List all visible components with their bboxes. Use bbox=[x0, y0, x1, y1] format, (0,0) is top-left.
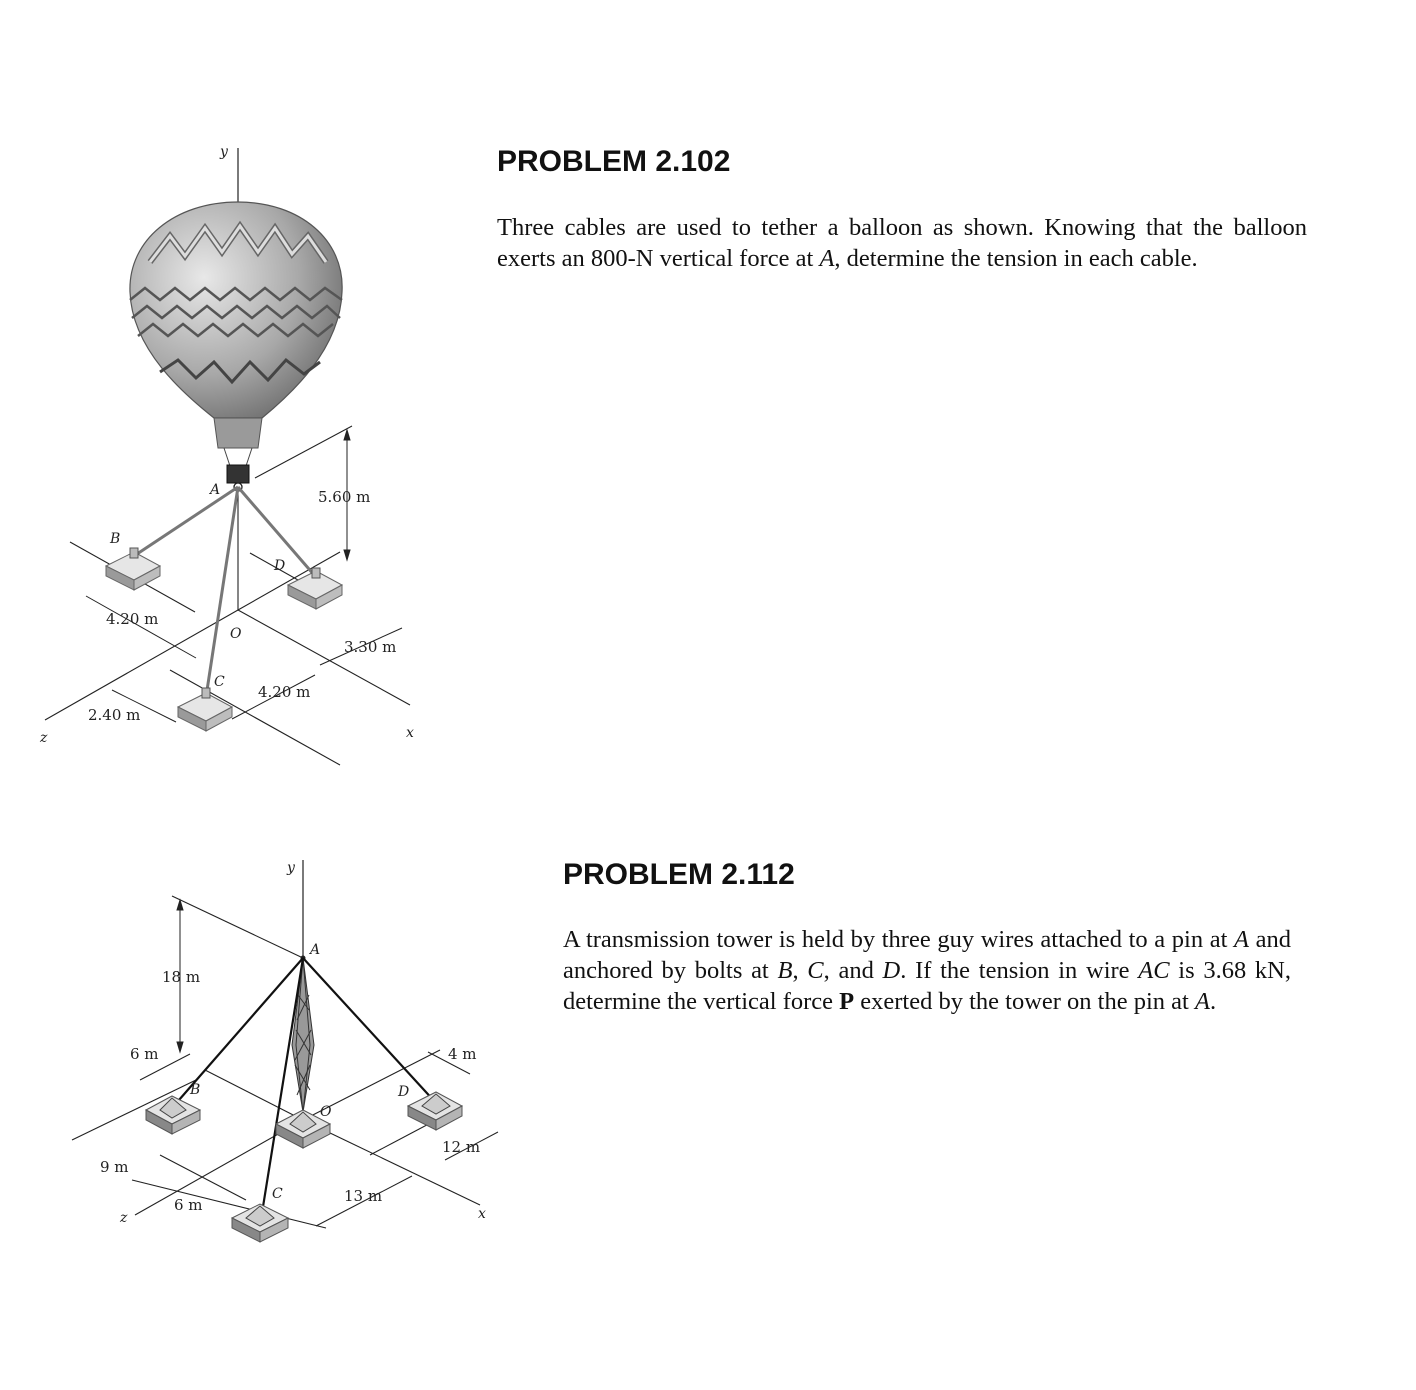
dim-label-4: 4 m bbox=[448, 1045, 477, 1063]
problem-2-112-heading: PROBLEM 2.112 bbox=[563, 858, 795, 891]
dim-label-6-lower: 6 m bbox=[174, 1196, 203, 1214]
problem-2-102-heading: PROBLEM 2.102 bbox=[497, 145, 731, 178]
dim-label-12: 12 m bbox=[442, 1138, 481, 1156]
label-A-2: A bbox=[310, 942, 321, 958]
bolt-pad-D bbox=[408, 1092, 462, 1130]
label-D-2: D bbox=[398, 1084, 410, 1100]
tower-figure bbox=[0, 840, 540, 1260]
dim-label-6-upper: 6 m bbox=[130, 1045, 159, 1063]
balloon-envelope bbox=[130, 202, 342, 418]
dim-label-9: 9 m bbox=[100, 1158, 129, 1176]
label-C: C bbox=[214, 674, 225, 690]
balloon-figure bbox=[0, 0, 540, 800]
label-z-2: z bbox=[120, 1210, 128, 1226]
label-y: y bbox=[220, 144, 228, 160]
bolt-pad-C bbox=[232, 1204, 288, 1242]
balloon-basket bbox=[227, 465, 249, 483]
label-D: D bbox=[274, 558, 286, 574]
tower-lattice bbox=[292, 958, 314, 1112]
label-z: z bbox=[40, 730, 48, 746]
dim-label-2.40: 2.40 m bbox=[88, 706, 141, 724]
dim-label-4.20-center: 4.20 m bbox=[258, 683, 311, 701]
dim-label-3.30: 3.30 m bbox=[344, 638, 397, 656]
label-B-2: B bbox=[190, 1082, 201, 1098]
dim-label-4.20-left: 4.20 m bbox=[106, 610, 159, 628]
dim-label-5.60: 5.60 m bbox=[318, 488, 371, 506]
label-C-2: C bbox=[272, 1186, 283, 1202]
dim-label-13: 13 m bbox=[344, 1187, 383, 1205]
bolt-pad-B bbox=[146, 1096, 200, 1134]
label-x: x bbox=[406, 725, 414, 741]
anchor-D bbox=[288, 568, 342, 609]
anchor-B bbox=[106, 548, 160, 590]
label-A: A bbox=[210, 482, 221, 498]
label-x-2: x bbox=[478, 1206, 486, 1222]
problem-2-112-text: A transmission tower is held by three guy wires attached to a pin at A and anchored by bolts at B, C, and D. If the tension in wire AC is 3.68 kN, determine the vertical force P exerted by the tower on the pin at A. bbox=[563, 926, 1291, 1015]
label-O-2: O bbox=[320, 1104, 332, 1120]
anchor-C bbox=[178, 688, 232, 731]
dim-label-18: 18 m bbox=[162, 968, 201, 986]
label-y-2: y bbox=[287, 860, 295, 876]
problem-2-102-text: Three cables are used to tether a balloon as shown. Knowing that the balloon exerts an 800-N vertical force at A, determine the tension in each cable. bbox=[497, 214, 1307, 272]
label-O: O bbox=[230, 626, 242, 642]
label-B: B bbox=[110, 531, 121, 547]
balloon-skirt bbox=[214, 418, 262, 448]
